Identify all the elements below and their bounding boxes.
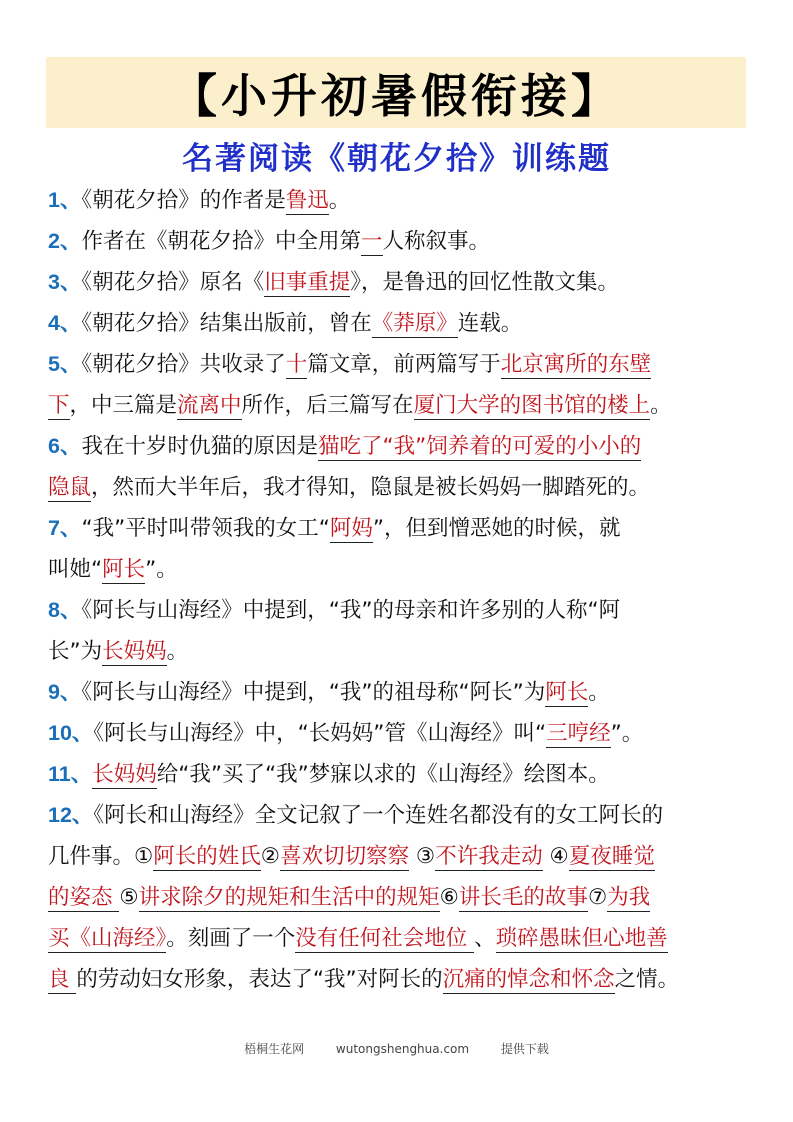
answer-text: 鲁迅	[285, 188, 329, 213]
answer-text: 三哼经	[546, 721, 611, 746]
text-line	[48, 877, 748, 918]
question-text: 《朝花夕拾》的作者是	[81, 188, 286, 213]
question-number: 11、	[48, 762, 93, 786]
text-line	[48, 221, 748, 262]
banner-title: 【小升初暑假衔接】	[171, 68, 621, 123]
question-text: 之情。	[614, 967, 680, 992]
question-text: 叫她“	[48, 557, 103, 582]
text-line	[48, 385, 748, 426]
question-text: ”。	[610, 721, 644, 746]
footer-note: 提供下载	[500, 1042, 549, 1056]
text-line	[48, 549, 748, 590]
answer-text: 长妈妈	[92, 762, 157, 787]
question-number: 4、	[48, 311, 82, 335]
question-text: 《阿长与山海经》中，“长妈妈”管《山海经》叫“	[93, 721, 547, 746]
answer-text: 阿长	[545, 680, 589, 705]
question-text: ”。	[145, 557, 178, 582]
answer-text: 十	[285, 352, 308, 377]
text-line	[48, 836, 748, 877]
question-text: ⑦	[587, 885, 608, 910]
answer-text: 为我	[607, 885, 651, 910]
question-number: 5、	[48, 352, 82, 376]
answer-text: 旧事重提	[264, 270, 351, 295]
question-text: ⑥	[439, 885, 459, 910]
answer-text: 北京寓所的东壁	[500, 352, 652, 377]
page-footer	[0, 1040, 793, 1057]
answer-text: 《莽原》	[371, 311, 458, 336]
question-text: 作者在《朝花夕拾》中全用第	[81, 229, 361, 254]
text-line	[48, 303, 748, 344]
answer-text: 讲求除夕的规矩和生活中的规矩	[138, 885, 440, 910]
answer-text: 良	[48, 967, 77, 992]
answer-text: 阿妈	[329, 516, 373, 541]
question-list	[48, 180, 748, 1000]
answer-text: 厦门大学的图书馆的楼上	[413, 393, 651, 418]
question-number: 7、	[48, 516, 82, 540]
footer-site-name: 梧桐生花网	[244, 1042, 305, 1056]
question-text: 的劳动妇女形象，表达了“我”对阿长的	[76, 967, 443, 992]
text-line	[48, 467, 748, 508]
text-line	[48, 713, 748, 754]
text-line	[48, 262, 748, 303]
question-text: 长”为	[48, 639, 103, 664]
question-number: 2、	[48, 229, 82, 253]
answer-text: 猫吃了“我”饲养着的可爱的小小的	[317, 434, 642, 459]
question-text: 我在十岁时仇猫的原因是	[81, 434, 318, 459]
question-text: “我”平时叫带领我的女工“	[81, 516, 330, 541]
footer-url: wutongshenghua.com	[335, 1042, 470, 1056]
question-text: 《朝花夕拾》共收录了	[81, 352, 286, 377]
question-text: 人称叙事。	[382, 229, 491, 254]
question-text: 、	[474, 926, 496, 951]
answer-text: 讲长毛的故事	[458, 885, 588, 910]
question-text: ，然而大半年后，我才得知，隐鼠是被长妈妈一脚踏死的。	[91, 475, 651, 500]
text-line	[48, 631, 748, 672]
text-line	[48, 918, 748, 959]
question-number: 1、	[48, 188, 82, 212]
question-text: 。	[588, 680, 610, 705]
answer-text: 不许我走动	[435, 844, 543, 869]
question-text: 给“我”买了“我”梦寐以求的《山海经》绘图本。	[156, 762, 610, 787]
question-number: 10、	[48, 721, 94, 745]
text-line	[48, 754, 748, 795]
question-text: 《阿长与山海经》中提到，“我”的母亲和许多别的人称“阿	[81, 598, 621, 623]
answer-text: 琐碎愚昧但心地善	[495, 926, 668, 951]
answer-text: 喜欢切切察察	[280, 844, 410, 869]
question-text: 》，是鲁迅的回忆性散文集。	[350, 270, 620, 295]
answer-text: 下	[48, 393, 70, 418]
question-text: 。	[166, 639, 189, 664]
page-subtitle: 名著阅读《朝花夕拾》训练题	[182, 141, 611, 177]
answer-text: 的姿态	[48, 885, 120, 910]
answer-text: 夏夜睡觉	[568, 844, 655, 869]
question-text: ④	[542, 844, 569, 869]
text-line	[48, 672, 748, 713]
question-text: ③	[409, 844, 436, 869]
question-text: 几件事。①	[48, 844, 154, 869]
question-text: ⑤	[119, 885, 139, 910]
question-text: 。刻画了一个	[166, 926, 296, 951]
title-banner	[46, 57, 746, 128]
answer-text: 沉痛的悼念和怀念	[442, 967, 615, 992]
text-line	[48, 590, 748, 631]
question-number: 6、	[48, 434, 82, 458]
question-text: ，中三篇是	[69, 393, 178, 418]
answer-text: 买《山海经》	[48, 926, 167, 951]
text-line	[48, 426, 748, 467]
question-number: 3、	[48, 270, 82, 294]
question-text: 所作，后三篇写在	[241, 393, 414, 418]
answer-text: 流离中	[177, 393, 242, 418]
text-line	[48, 180, 748, 221]
answer-text: 没有任何社会地位	[295, 926, 475, 951]
question-number: 8、	[48, 598, 82, 622]
question-number: 9、	[48, 680, 82, 704]
question-text: 连载。	[457, 311, 523, 336]
answer-text: 阿长的姓氏	[153, 844, 261, 869]
question-text: 篇文章，前两篇写于	[307, 352, 501, 377]
answer-text: 长妈妈	[102, 639, 167, 664]
question-text: ②	[260, 844, 281, 869]
answer-text: 阿长	[102, 557, 146, 582]
text-line	[48, 795, 748, 836]
question-number: 12、	[48, 803, 94, 827]
question-text: 。	[328, 188, 351, 213]
text-line	[48, 508, 748, 549]
question-text: 《朝花夕拾》原名《	[81, 270, 265, 295]
question-text: ”，但到憎恶她的时候，就	[372, 516, 621, 541]
question-text: 《朝花夕拾》结集出版前，曾在	[81, 311, 372, 336]
question-text: 《阿长与山海经》中提到，“我”的祖母称“阿长”为	[81, 680, 546, 705]
text-line	[48, 344, 748, 385]
question-text: 《阿长和山海经》全文记叙了一个连姓名都没有的女工阿长的	[93, 803, 664, 828]
answer-text: 一	[360, 229, 383, 254]
answer-text: 隐鼠	[48, 475, 92, 500]
question-text: 。	[650, 393, 672, 418]
text-line	[48, 959, 748, 1000]
